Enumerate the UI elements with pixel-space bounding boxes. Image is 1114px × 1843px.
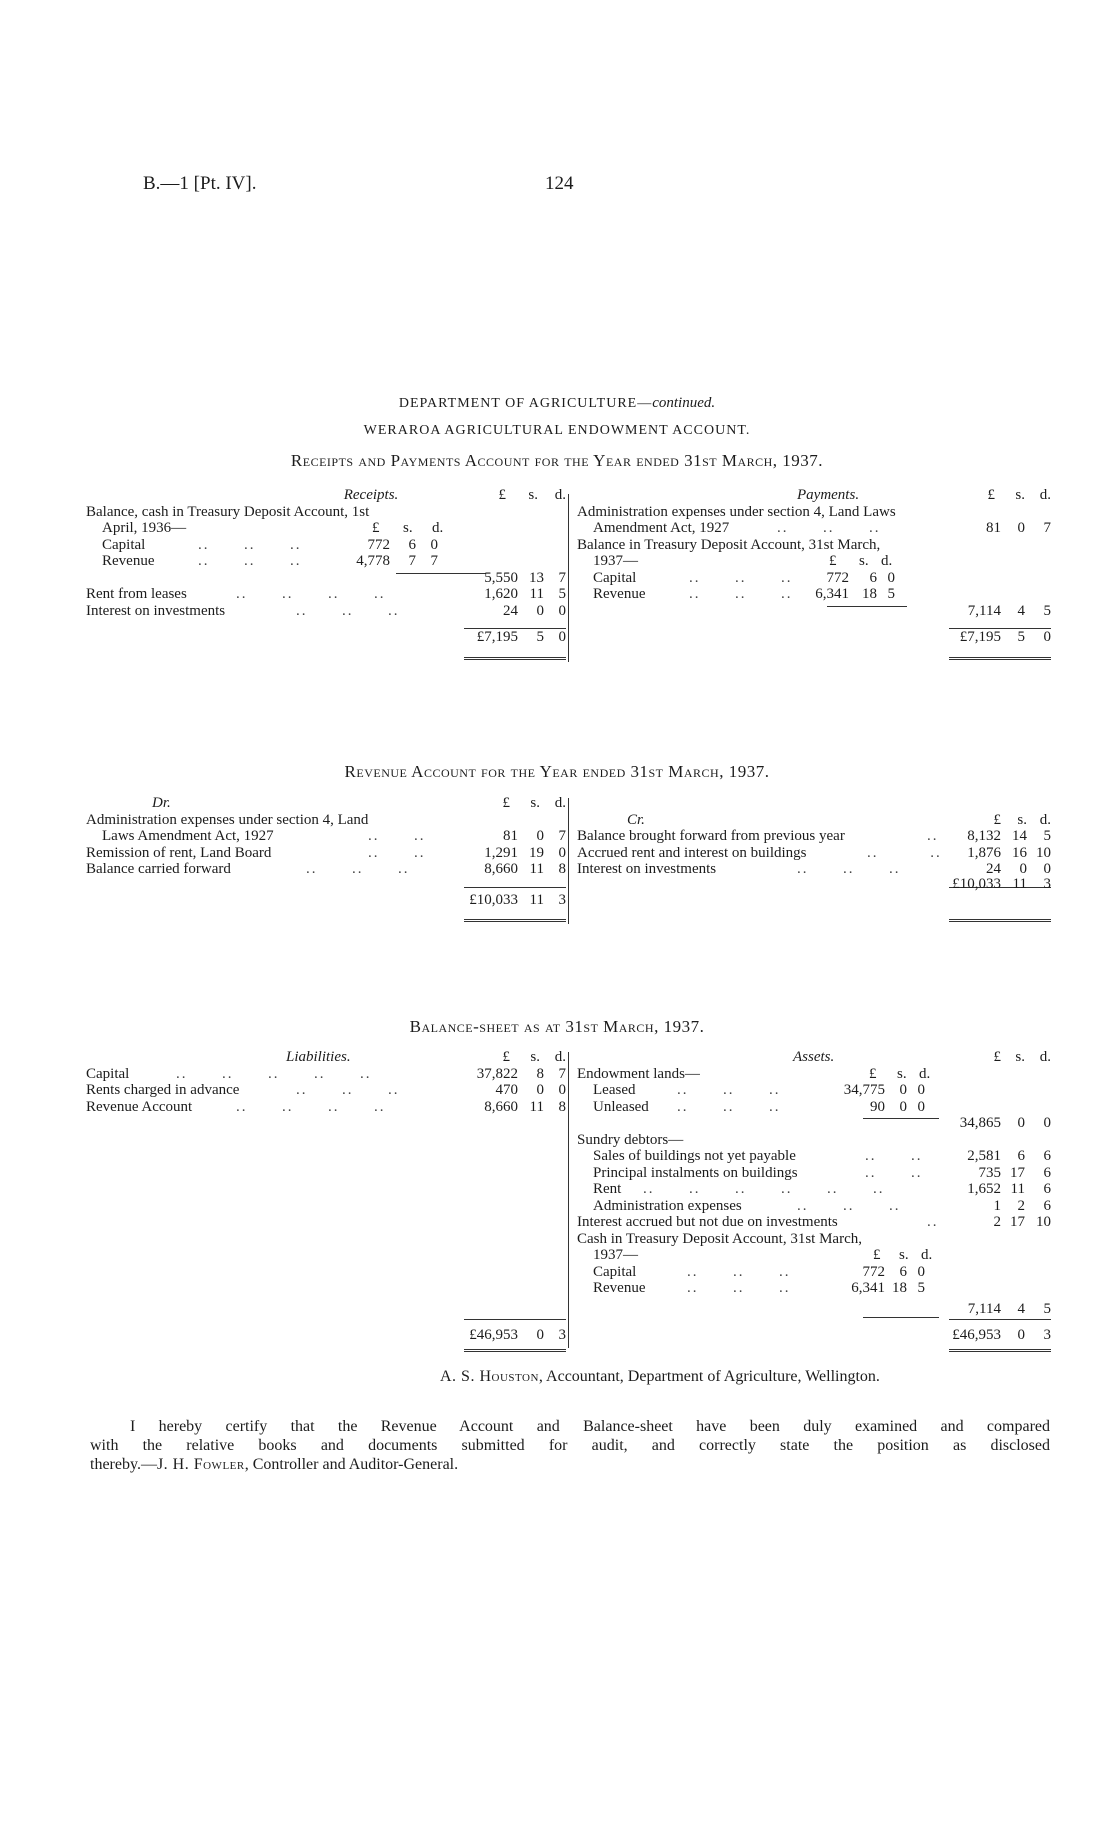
receipts-section bbox=[86, 487, 566, 646]
assets-endowment-subtotal: 34,865 0 0 bbox=[959, 1115, 1051, 1131]
dr-admin-line1: Administration expenses under section 4, Land bbox=[86, 811, 369, 828]
dr-total-row: £10,033 11 3 bbox=[469, 891, 566, 908]
liabilities-heading: Liabilities. bbox=[286, 1049, 351, 1065]
receipts-subtotal-row: 5,550 13 7 bbox=[484, 569, 566, 586]
assets-interest-row: Interest accrued but not due on investments .. 2 17 10 bbox=[577, 1214, 1051, 1230]
liab-capital-row: Capital .. .. .. .. .. 37,822 8 7 bbox=[86, 1065, 566, 1082]
revenue-account-title: Revenue Account for the Year ended 31st March, 1937. bbox=[344, 762, 770, 781]
assets-endowment-head: Endowment lands— £ s. d. bbox=[577, 1065, 931, 1082]
rp-divider bbox=[568, 494, 569, 662]
payments-heading: Payments. bbox=[797, 487, 860, 503]
account-title: WERAROA AGRICULTURAL ENDOWMENT ACCOUNT. bbox=[363, 423, 751, 438]
payments-subtotal-row: 7,114 4 5 bbox=[967, 602, 1051, 619]
assets-total-row: £46,953 0 3 bbox=[952, 1327, 1051, 1343]
assets-section: Assets. £ s. d. Endowment lands— £ s. d. Leased .. .. .. 34,775 0 0 Unleased .. .. .. 90 0 0 34,865 0 0 Sundry debtors— Sales of buildings not yet payable .. .. 2,581 6 6 Principal instalments on buildings .. .. 735 17 6 Rent .. .. .. .. .. .. 1,652 11 6 Administration expenses .. .. .. 1 2 6 Interest accrued but not due on investments .. 2 17 10 Cash in Treasury Deposit Account, 31st March, 1937— £ s. d. Capital .. .. .. 772 6 0 Revenue .. .. .. 6,341 18 5 7,114 4 5 £46,953 0 3 bbox=[577, 1049, 1051, 1317]
assets-cash-line2: 1937— £ s. d. bbox=[593, 1247, 933, 1263]
assets-sundry-head: Sundry debtors— bbox=[577, 1131, 684, 1148]
cr-total-row: £10,033 11 3 bbox=[952, 875, 1051, 892]
payments-balance-line2: 1937— £ s. d. bbox=[593, 553, 893, 569]
balance-sheet-title: Balance-sheet as at 31st March, 1937. bbox=[409, 1017, 705, 1036]
accountant-signature: A. S. Houston, Accountant, Department of Agriculture, Wellington. bbox=[440, 1368, 880, 1385]
assets-revenue-row: Revenue .. .. .. 6,341 18 5 bbox=[593, 1280, 925, 1296]
assets-cash-line1: Cash in Treasury Deposit Account, 31st March, bbox=[577, 1230, 862, 1247]
balance-divider bbox=[568, 1052, 569, 1348]
revenue-dr-section: Dr. £ s. d. Administration expenses under section 4, Land Laws Amendment Act, 1927 .. .. 81 0 7 Remission of rent, Land Board .. .. 1,291 19 0 Balance carried forward .. .. .. 8,660 11 8 £10,033 11 3 bbox=[86, 795, 566, 908]
receipts-balance-line2: April, 1936— £ s. d. bbox=[102, 520, 444, 536]
receipts-total-row: £7,195 5 0 bbox=[476, 629, 566, 645]
certificate-line-1: I hereby certify that the Revenue Account and Balance-sheet have been duly examined and compared bbox=[130, 1418, 1050, 1435]
revenue-cr-section: Cr. £ s. d. Balance brought forward from previous year .. 8,132 14 5 Accrued rent and interest on buildings .. .. 1,876 16 10 Interest on investments .. .. .. 24 0 0 £10,033 11 3 bbox=[577, 795, 1051, 892]
receipts-capital-row: Capital .. .. .. 772 6 0 bbox=[102, 536, 438, 553]
col-shillings: s. bbox=[528, 487, 538, 503]
payments-revenue-row: Revenue .. .. .. 6,341 18 5 bbox=[593, 586, 895, 602]
certificate-line-3: thereby.—J. H. Fowler, Controller and Auditor-General. bbox=[90, 1456, 459, 1473]
cr-interest-row: Interest on investments .. .. .. 24 0 0 bbox=[577, 861, 1051, 877]
assets-admin-row: Administration expenses .. .. .. 1 2 6 bbox=[593, 1197, 1051, 1214]
payments-admin-line1: Administration expenses under section 4, Land Laws bbox=[577, 503, 896, 520]
assets-leased-row: Leased .. .. .. 34,775 0 0 bbox=[593, 1082, 925, 1098]
dr-heading: Dr. bbox=[152, 795, 171, 811]
cr-accrued-row: Accrued rent and interest on buildings .. .. 1,876 16 10 bbox=[577, 844, 1051, 861]
audit-certificate bbox=[90, 1417, 1050, 1474]
liab-total-row: £46,953 0 3 bbox=[469, 1327, 566, 1343]
payments-total-row: £7,195 5 0 bbox=[959, 629, 1051, 645]
assets-principal-row: Principal instalments on buildings .. .. 735 17 6 bbox=[593, 1164, 1051, 1181]
dr-balance-row: Balance carried forward .. .. .. 8,660 11 8 bbox=[86, 861, 566, 877]
col-pence: d. bbox=[554, 487, 566, 503]
receipts-heading: Receipts. bbox=[343, 487, 399, 503]
liab-revenue-row: Revenue Account .. .. .. .. 8,660 11 8 bbox=[86, 1098, 566, 1115]
payments-section: Payments. £ s. d. Administration expenses under section 4, Land Laws Amendment Act, 1927 .. .. .. 81 0 7 Balance in Treasury Deposit Account, 31st March, 1937— £ s. d. Capital .. .. .. 772 6 0 Revenue .. .. .. 6,341 18 5 7,114 4 5 £7,195 5 0 bbox=[577, 487, 1051, 646]
cr-heading: Cr. bbox=[627, 811, 645, 828]
receipts-balance-line1: Balance, cash in Treasury Deposit Account, 1st bbox=[86, 503, 370, 520]
assets-rent-row: Rent .. .. .. .. .. .. 1,652 11 6 bbox=[593, 1181, 1051, 1197]
receipts-interest-row: Interest on investments .. .. .. 24 0 0 bbox=[86, 602, 566, 619]
assets-heading: Assets. bbox=[793, 1049, 835, 1065]
col-pounds: £ bbox=[498, 487, 506, 503]
dr-admin-row: Laws Amendment Act, 1927 .. .. 81 0 7 bbox=[102, 828, 566, 844]
receipts-revenue-row: Revenue .. .. .. 4,778 7 7 bbox=[102, 553, 438, 569]
certificate-line-2: with the relative books and documents submitted for audit, and correctly state the position as disclosed bbox=[90, 1437, 1050, 1454]
receipts-rent-row: Rent from leases .. .. .. .. 1,620 11 5 bbox=[86, 586, 566, 602]
cr-brought-forward-row: Balance brought forward from previous year .. 8,132 14 5 bbox=[577, 828, 1051, 844]
dr-remission-row: Remission of rent, Land Board .. .. 1,291 19 0 bbox=[86, 844, 566, 861]
liabilities-section: Liabilities. £ s. d. Capital .. .. .. .. .. 37,822 8 7 Rents charged in advance .. .. .. 470 0 0 Revenue Account .. .. .. .. 8,660 11 8 £46,953 0 3 bbox=[86, 1049, 566, 1115]
assets-cash-subtotal: 7,114 4 5 bbox=[967, 1300, 1051, 1317]
document-reference: B.—1 [Pt. IV]. bbox=[143, 173, 257, 194]
payments-balance-line1: Balance in Treasury Deposit Account, 31st March, bbox=[577, 536, 881, 553]
assets-sales-row: Sales of buildings not yet payable .. .. 2,581 6 6 bbox=[593, 1148, 1051, 1164]
department-title: DEPARTMENT OF AGRICULTURE—continued. bbox=[398, 395, 716, 411]
assets-capital-row: Capital .. .. .. 772 6 0 bbox=[593, 1263, 925, 1280]
payments-capital-row: Capital .. .. .. 772 6 0 bbox=[593, 569, 895, 586]
assets-unleased-row: Unleased .. .. .. 90 0 0 bbox=[593, 1098, 925, 1115]
liab-rents-row: Rents charged in advance .. .. .. 470 0 0 bbox=[86, 1082, 566, 1098]
revenue-divider bbox=[568, 798, 569, 924]
receipts-payments-title: Receipts and Payments Account for the Year ended 31st March, 1937. bbox=[290, 451, 824, 470]
payments-admin-row: Amendment Act, 1927 .. .. .. 81 0 7 bbox=[593, 520, 1051, 536]
page-number: 124 bbox=[545, 173, 574, 194]
